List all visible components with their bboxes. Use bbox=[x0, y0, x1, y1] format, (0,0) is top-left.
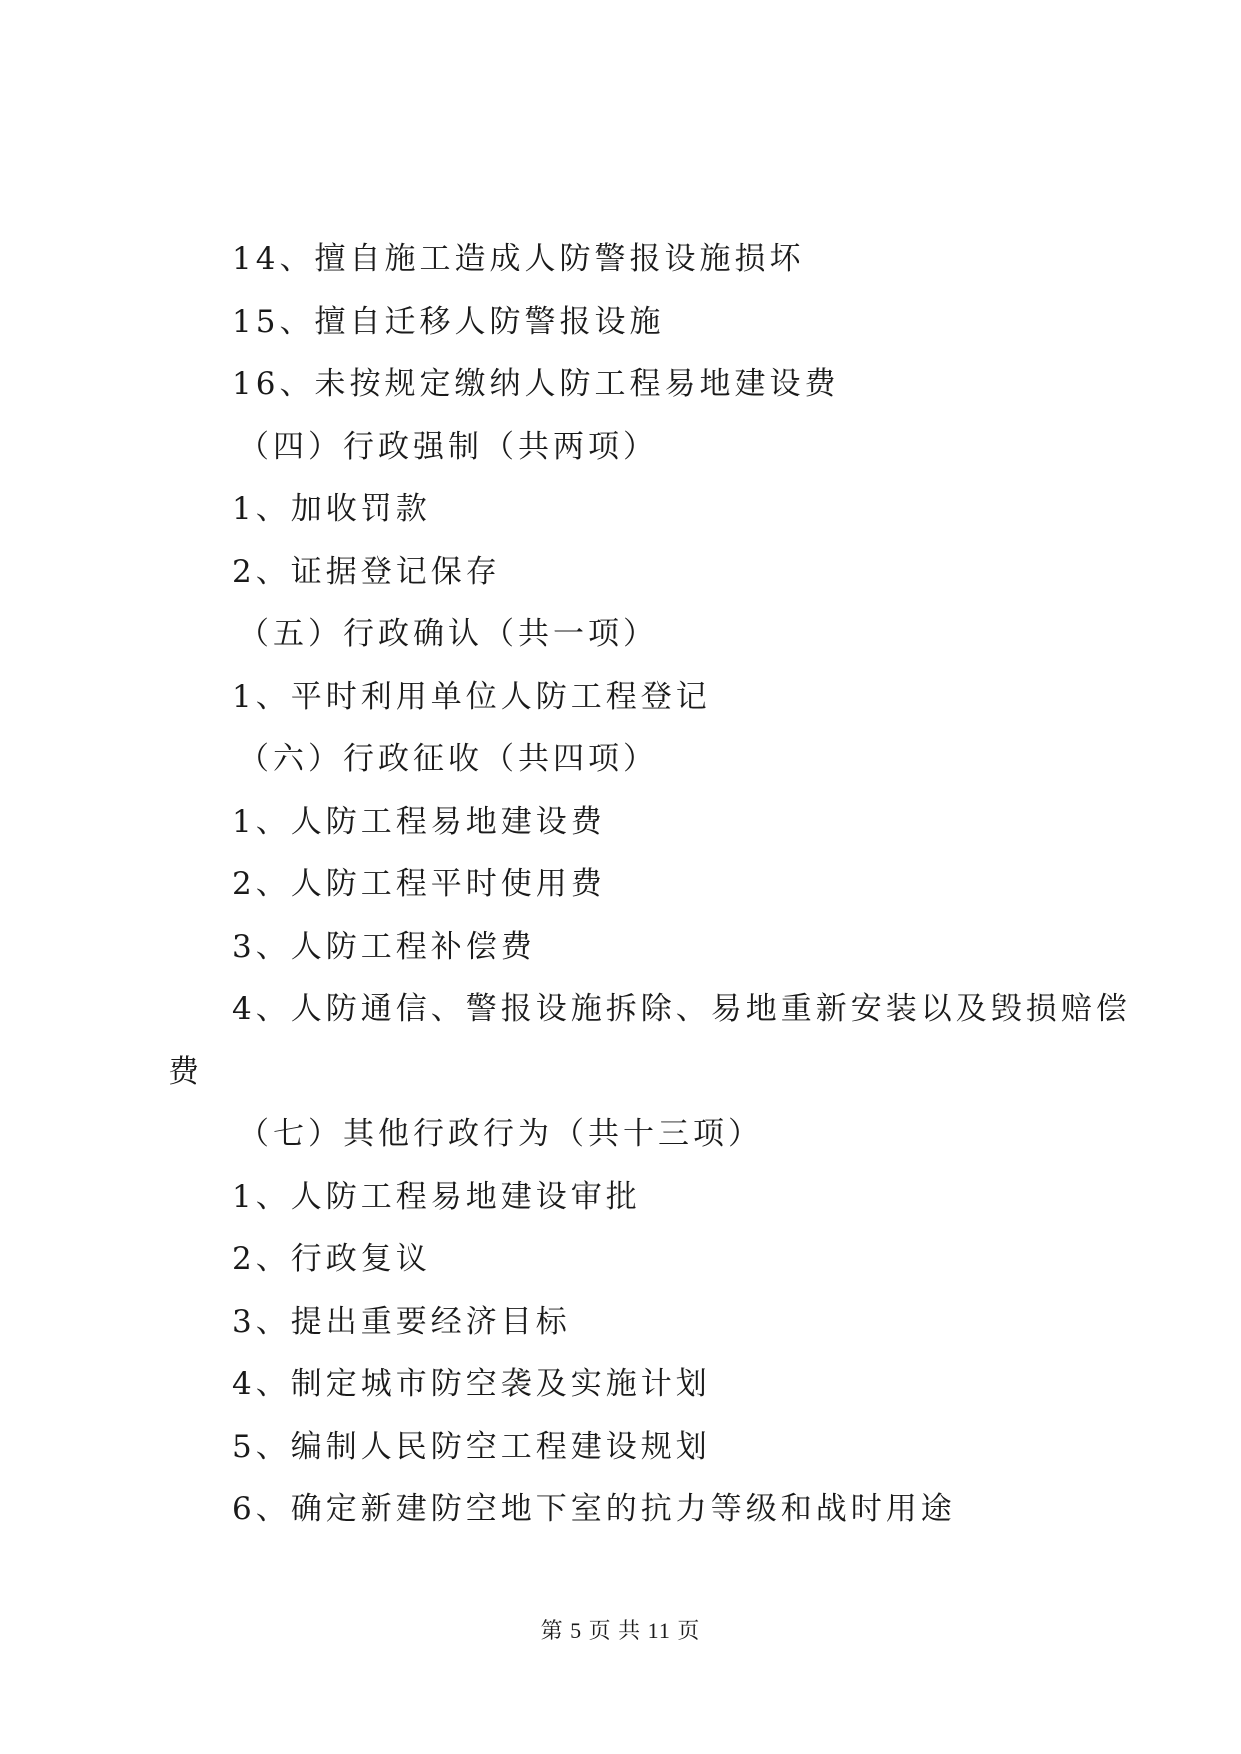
page-number: 第 5 页 共 11 页 bbox=[540, 1618, 701, 1643]
section-heading: （七）其他行政行为（共十三项） bbox=[238, 1116, 763, 1152]
list-item: 4、人防通信、警报设施拆除、易地重新安装以及毁损赔偿 bbox=[232, 991, 1131, 1027]
list-item: 14、擅自施工造成人防警报设施损坏 bbox=[232, 241, 805, 277]
list-item: 1、人防工程易地建设费 bbox=[232, 803, 606, 840]
list-item: 5、编制人民防空工程建设规划 bbox=[232, 1428, 711, 1465]
list-item: 15、擅自迁移人防警报设施 bbox=[232, 303, 665, 340]
section-heading: （六）行政征收（共四项） bbox=[238, 741, 658, 777]
list-item: 4、制定城市防空袭及实施计划 bbox=[232, 1366, 711, 1402]
list-item-continuation: 费 bbox=[168, 1053, 203, 1090]
list-item: 2、人防工程平时使用费 bbox=[232, 866, 606, 902]
document-body bbox=[168, 228, 1131, 1541]
section-heading: （五）行政确认（共一项） bbox=[238, 616, 658, 652]
list-item: 1、平时利用单位人防工程登记 bbox=[232, 678, 711, 715]
list-item: 2、证据登记保存 bbox=[232, 553, 501, 590]
list-item: 6、确定新建防空地下室的抗力等级和战时用途 bbox=[232, 1491, 956, 1527]
list-item: 2、行政复议 bbox=[232, 1241, 431, 1277]
list-item: 3、提出重要经济目标 bbox=[232, 1303, 571, 1340]
list-item: 3、人防工程补偿费 bbox=[232, 928, 536, 965]
section-heading: （四）行政强制（共两项） bbox=[238, 428, 658, 465]
list-item: 1、加收罚款 bbox=[232, 491, 431, 527]
list-item: 16、未按规定缴纳人防工程易地建设费 bbox=[232, 366, 840, 402]
list-item: 1、人防工程易地建设审批 bbox=[232, 1178, 641, 1215]
